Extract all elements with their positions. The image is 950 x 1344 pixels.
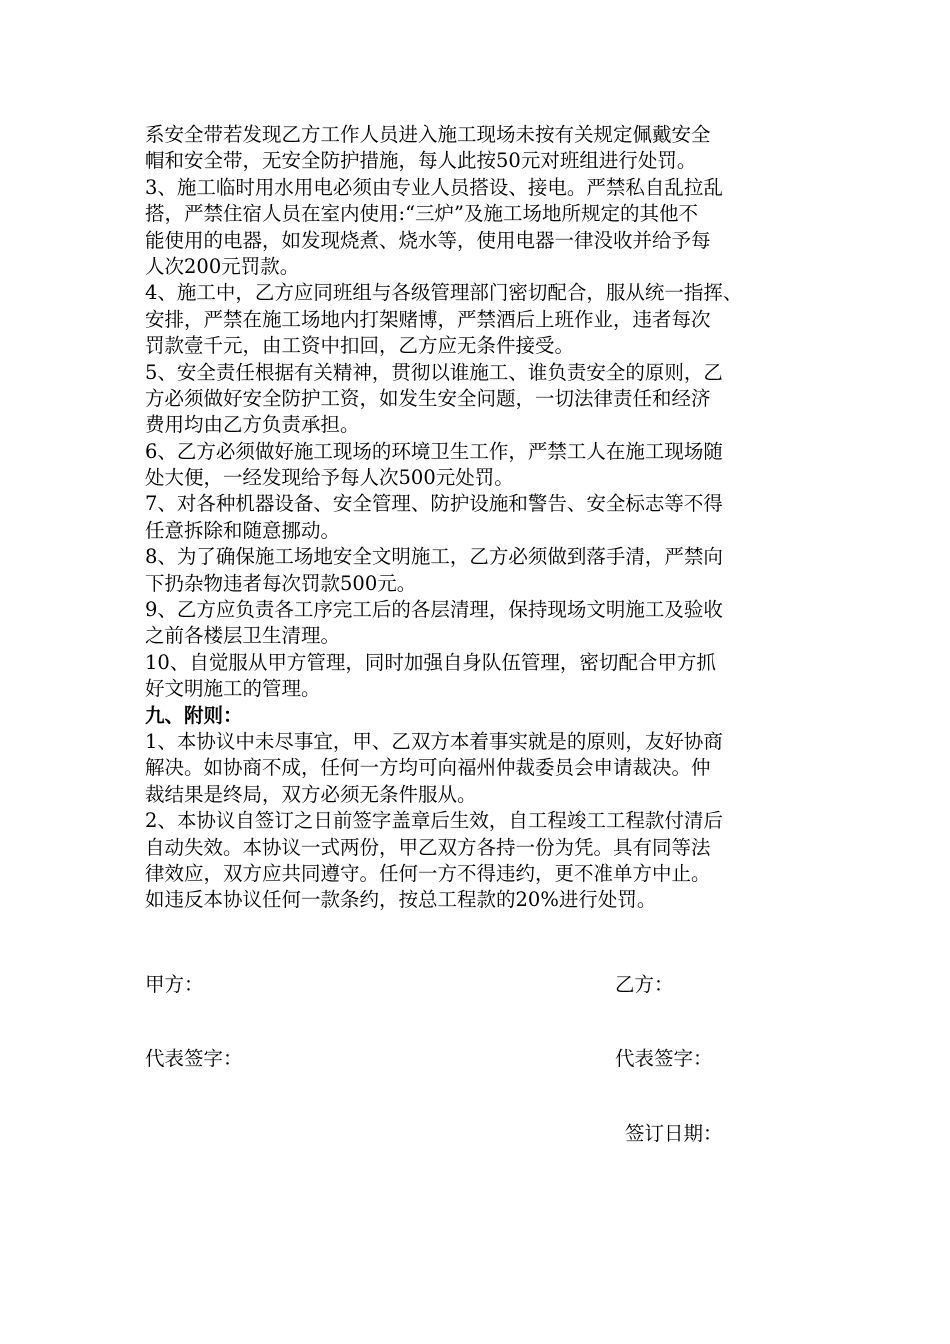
text-line: 1、本协议中未尽事宜，甲、乙双方本着事实就是的原则，友好协商 <box>145 729 723 753</box>
text-line: 解决。如协商不成，任何一方均可向福州仲裁委员会申请裁决。仲 <box>145 756 711 780</box>
text-line: 好文明施工的管理。 <box>145 677 321 701</box>
party-a-representative-label: 代表签字： <box>145 1047 243 1070</box>
text-line: 帽和安全带，无安全防护措施，每人此按50元对班组进行处罚。 <box>145 149 697 173</box>
text-line: 10、自觉服从甲方管理，同时加强自身队伍管理，密切配合甲方抓 <box>145 650 716 674</box>
party-a-label: 甲方： <box>145 973 204 996</box>
text-line: 任意拆除和随意挪动。 <box>145 518 341 542</box>
text-line: 2、本协议自签订之日前签字盖章后生效，自工程竣工工程款付清后 <box>145 809 723 833</box>
text-line: 能使用的电器，如发现烧煮、烧水等，使用电器一律没收并给予每 <box>145 228 711 252</box>
text-line: 之前各楼层卫生清理。 <box>145 624 341 648</box>
text-line: 如违反本协议任何一款条约，按总工程款的20%进行处罚。 <box>145 888 657 912</box>
text-line: 自动失效。本协议一式两份，甲乙双方各持一份为凭。具有同等法 <box>145 835 711 859</box>
text-line: 4、施工中，乙方应同班组与各级管理部门密切配合，服从统一指挥、 <box>145 281 743 305</box>
text-line: 搭，严禁住宿人员在室内使用:“三炉”及施工场地所规定的其他不 <box>145 202 699 226</box>
text-line: 费用均由乙方负责承担。 <box>145 413 360 437</box>
text-line: 安排，严禁在施工场地内打架赌博，严禁酒后上班作业，违者每次 <box>145 307 711 331</box>
text-line: 7、对各种机器设备、安全管理、防护设施和警告、安全标志等不得 <box>145 492 723 516</box>
text-line: 处大便，一经发现给予每人次500元处罚。 <box>145 466 514 490</box>
text-line: 罚款壹千元，由工资中扣回，乙方应无条件接受。 <box>145 334 575 358</box>
party-b-representative-label: 代表签字： <box>615 1047 713 1070</box>
signing-date-label: 签订日期： <box>625 1122 723 1145</box>
text-line: 9、乙方应负责各工序完工后的各层清理，保持现场文明施工及验收 <box>145 598 723 622</box>
text-line: 系安全带若发现乙方工作人员进入施工现场未按有关规定佩戴安全 <box>145 123 711 146</box>
text-line: 5、安全责任根据有关精神，贯彻以谁施工、谁负责安全的原则，乙 <box>145 360 723 384</box>
text-line: 人次200元罚款。 <box>145 254 300 278</box>
text-line: 律效应，双方应共同遵守。任何一方不得违约，更不准单方中止。 <box>145 861 711 885</box>
text-line: 裁结果是终局，双方必须无条件服从。 <box>145 782 477 806</box>
text-line: 方必须做好安全防护工资，如发生安全问题，一切法律责任和经济 <box>145 386 711 410</box>
contract-body <box>145 122 835 914</box>
text-line: 6、乙方必须做好施工现场的环境卫生工作，严禁工人在施工现场随 <box>145 439 723 463</box>
party-b-label: 乙方： <box>615 973 674 996</box>
text-line: 3、施工临时用水用电必须由专业人员搭设、接电。严禁私自乱拉乱 <box>145 175 723 199</box>
text-line: 下扔杂物违者每次罚款500元。 <box>145 571 417 595</box>
text-line: 8、为了确保施工场地安全文明施工，乙方必须做到落手清，严禁向 <box>145 545 723 569</box>
section-heading: 九、附则： <box>145 703 243 727</box>
